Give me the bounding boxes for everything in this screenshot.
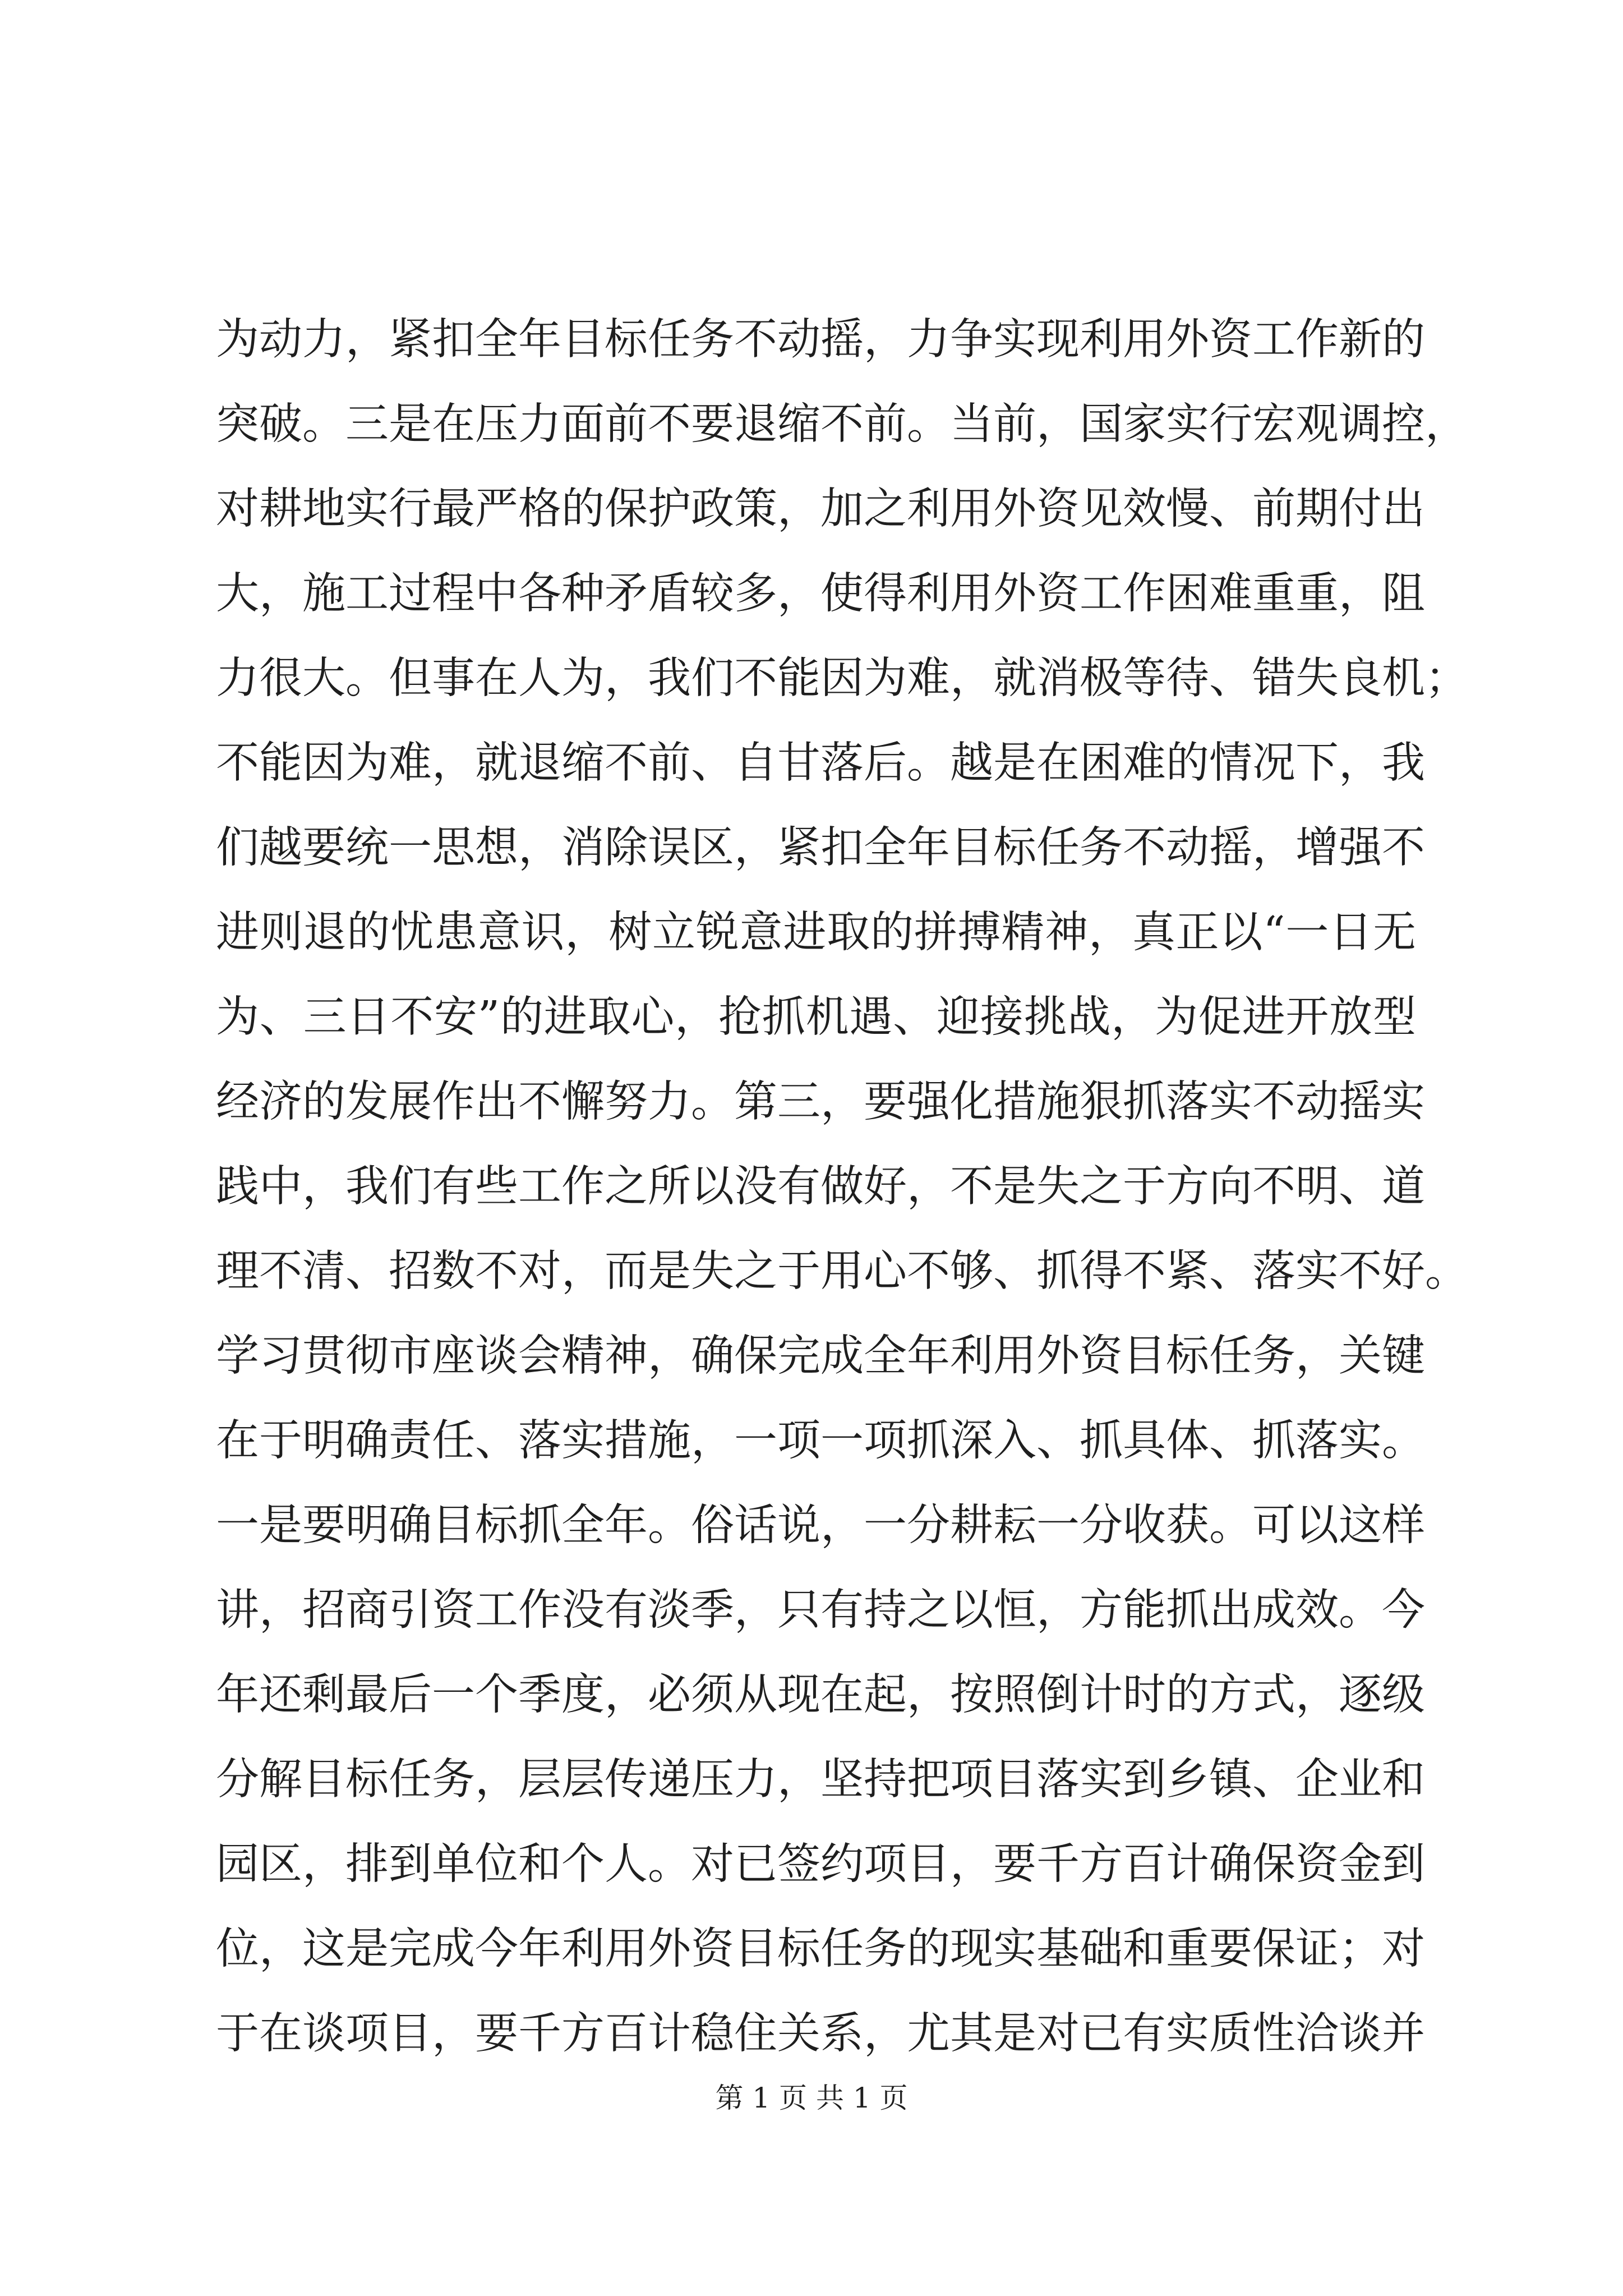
text-line: 突破。三是在压力面前不要退缩不前。当前，国家实行宏观调控，: [216, 399, 1468, 449]
text-line: 不能因为难，就退缩不前、自甘落后。越是在困难的情况下，我: [216, 738, 1425, 788]
body-paragraph: [216, 297, 1468, 2076]
text-line: 园区，排到单位和个人。对已签约项目，要千方百计确保资金到: [216, 1839, 1425, 1889]
text-line: 为、三日不安”的进取心，抢抓机遇、迎接挑战，为促进开放型: [216, 992, 1416, 1042]
text-line: 为动力，紧扣全年目标任务不动摇，力争实现利用外资工作新的: [216, 315, 1425, 365]
text-line: 理不清、招数不对，而是失之于用心不够、抓得不紧、落实不好。: [216, 1246, 1468, 1296]
text-line: 经济的发展作出不懈努力。第三，要强化措施狠抓落实不动摇实: [216, 1077, 1425, 1127]
text-line: 一是要明确目标抓全年。俗话说，一分耕耘一分收获。可以这样: [216, 1501, 1425, 1550]
text-line: 践中，我们有些工作之所以没有做好，不是失之于方向不明、道: [216, 1162, 1425, 1212]
text-line: 讲，招商引资工作没有淡季，只有持之以恒，方能抓出成效。今: [216, 1585, 1425, 1635]
text-line: 位，这是完成今年利用外资目标任务的现实基础和重要保证；对: [216, 1924, 1425, 1974]
text-line: 学习贯彻市座谈会精神，确保完成全年利用外资目标任务，关键: [216, 1331, 1425, 1381]
text-line: 们越要统一思想，消除误区，紧扣全年目标任务不动摇，增强不: [216, 823, 1425, 873]
text-line: 力很大。但事在人为，我们不能因为难，就消极等待、错失良机；: [216, 654, 1468, 703]
text-line: 对耕地实行最严格的保护政策，加之利用外资见效慢、前期付出: [216, 484, 1425, 534]
text-line: 年还剩最后一个季度，必须从现在起，按照倒计时的方式，逐级: [216, 1670, 1425, 1720]
text-line: 于在谈项目，要千方百计稳住关系，尤其是对已有实质性洽谈并: [216, 2009, 1425, 2059]
page-footer: 第 1 页 共 1 页: [715, 2082, 908, 2114]
text-line: 大，施工过程中各种矛盾较多，使得利用外资工作困难重重，阻: [216, 569, 1425, 619]
text-line: 进则退的忧患意识，树立锐意进取的拼搏精神，真正以“一日无: [216, 908, 1416, 958]
text-line: 分解目标任务，层层传递压力，坚持把项目落实到乡镇、企业和: [216, 1755, 1425, 1805]
text-line: 在于明确责任、落实措施，一项一项抓深入、抓具体、抓落实。: [216, 1416, 1425, 1466]
